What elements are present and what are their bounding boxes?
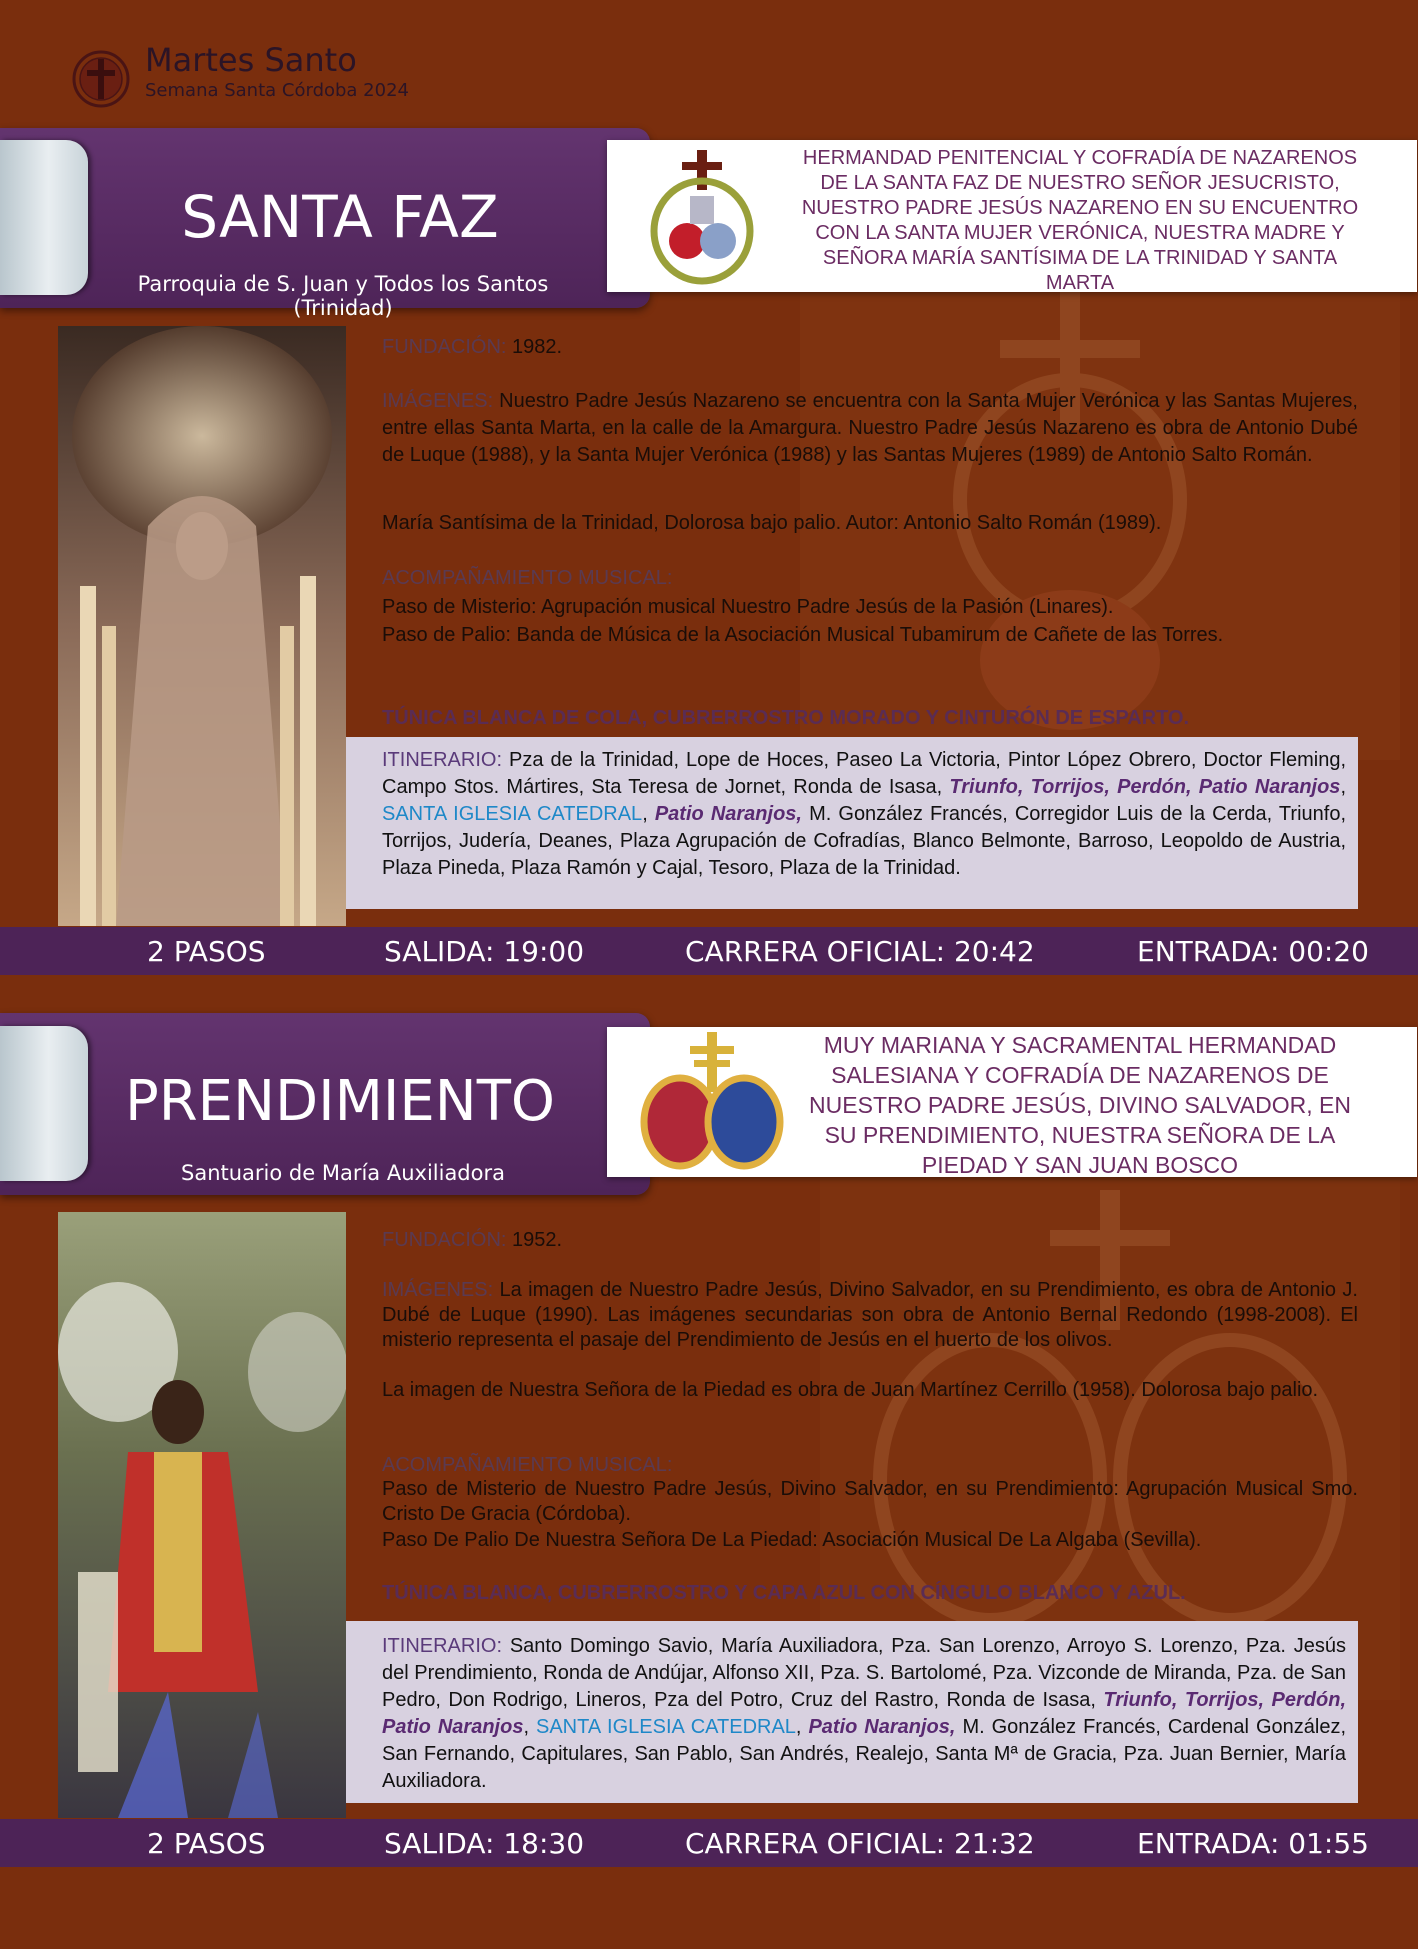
info-imagenes-2: La imagen de Nuestra Señora de la Piedad es obra de Juan Martínez Cerrillo (1958). Dolorosa bajo palio. xyxy=(382,1379,1319,1401)
fundacion-value: 1982. xyxy=(512,336,563,358)
entrada-time: ENTRADA: 01:55 xyxy=(1137,1827,1369,1860)
musica-misterio: Paso de Misterio: Agrupación musical Nuestro Padre Jesús de la Pasión (Linares). xyxy=(382,596,1114,618)
musica-label: ACOMPAÑAMIENTO MUSICAL: xyxy=(382,567,673,589)
long-name: MUY MARIANA Y SACRAMENTAL HERMANDAD SALESIANA Y COFRADÍA DE NAZARENOS DE NUESTRO PADRE JESÚS, DIVINO SALVADOR, EN SU PRENDIMIENTO, NUESTRA SEÑORA DE LA PIEDAD Y SAN JUAN BOSCO xyxy=(809,1032,1351,1178)
brotherhood-name: PRENDIMIENTO xyxy=(125,1069,555,1134)
info-fundacion xyxy=(382,334,1358,361)
cathedral-link: SANTA IGLESIA CATEDRAL xyxy=(535,1716,796,1738)
cathedral-link: SANTA IGLESIA CATEDRAL xyxy=(382,803,643,825)
info-fundacion xyxy=(382,1227,1358,1254)
church-name: Santuario de María Auxiliadora xyxy=(181,1161,505,1185)
cross-logo-icon xyxy=(72,50,130,108)
pasos-count: 2 PASOS xyxy=(147,1827,266,1860)
info-imagenes-2: María Santísima de la Trinidad, Dolorosa bajo palio. Autor: Antonio Salto Román (1989). xyxy=(382,512,1162,534)
carrera-oficial-time: CARRERA OFICIAL: 20:42 xyxy=(685,935,1035,968)
itinerary-text: ITINERARIO: Pza de la Trinidad, Lope de Hoces, Paseo La Victoria, Pintor López Obrero, Doctor Fleming, Campo Stos. Mártires, Sta Teresa de Jornet, Ronda de Isasa, Triunfo, Torrijos, Perdón, Patio Naranjos, SANTA IGLESIA CATEDRAL, Patio Naranjos, M. González Francés, Corregidor Luis de la Cerda, Triunfo, Torrijos, Judería, Deanes, Plaza Agrupación de Cofradías, Blanco Belmonte, Barroso, Leopoldo de Austria, Plaza Pineda, Plaza Ramón y Cajal, Tesoro, Plaza de la Trinidad. xyxy=(382,749,1346,879)
info-imagenes xyxy=(382,388,1358,469)
itinerary-label: ITINERARIO: xyxy=(382,1635,503,1657)
imagenes-text: Nuestro Padre Jesús Nazareno se encuentra con la Santa Mujer Verónica y las Santas Mujeres, entre ellas Santa Marta, en la calle de la Amargura. Nuestro Padre Jesús Nazareno es obra de Antonio Dubé de Luque (1988), y la Santa Mujer Verónica (1988) y las Santas Mujeres (1989) de Antonio Salto Román. xyxy=(382,390,1358,466)
itinerary-box xyxy=(346,1621,1358,1803)
pasos-count: 2 PASOS xyxy=(147,935,266,968)
tunica-text: TÚNICA BLANCA DE COLA, CUBRERROSTRO MORADO Y CINTURÓN DE ESPARTO. xyxy=(382,707,1190,729)
fundacion-value: 1952. xyxy=(512,1229,563,1251)
info-imagenes xyxy=(382,1278,1358,1353)
carrera-oficial-time: CARRERA OFICIAL: 21:32 xyxy=(685,1827,1035,1860)
itinerary-box xyxy=(346,737,1358,909)
musica-label: ACOMPAÑAMIENTO MUSICAL: xyxy=(382,1454,673,1476)
imagenes-label: IMÁGENES: xyxy=(382,1279,494,1301)
virgin-photo xyxy=(58,326,346,926)
musica-palio: Paso de Palio: Banda de Música de la Asociación Musical Tubamirum de Cañete de las Torres. xyxy=(382,624,1224,646)
imagenes-label: IMÁGENES: xyxy=(382,390,494,412)
tunica-text: TÚNICA BLANCA, CUBRERROSTRO Y CAPA AZUL CON CÍNGULO BLANCO Y AZUL. xyxy=(382,1582,1186,1604)
salida-time: SALIDA: 18:30 xyxy=(384,1827,585,1860)
itinerary-text: ITINERARIO: Santo Domingo Savio, María Auxiliadora, Pza. San Lorenzo, Arroyo S. Lorenzo, Pza. Jesús del Prendimiento, Ronda de Andújar, Alfonso XII, Pza. S. Bartolomé, Pza. Vizconde de Miranda, Pza. de San Pedro, Don Rodrigo, Lineros, Pza del Potro, Cruz del Rastro, Ronda de Isasa, Triunfo, Torrijos, Perdón, Patio Naranjos, SANTA IGLESIA CATEDRAL, Patio Naranjos, M. González Francés, Cardenal González, San Fernando, Capitulares, San Pablo, San Andrés, Realejo, Santa Mª de Gracia, Pza. Juan Bernier, María Auxiliadora. xyxy=(382,1635,1347,1792)
musica-palio: Paso De Palio De Nuestra Señora De La Piedad: Asociación Musical De La Algaba (Sevilla). xyxy=(382,1529,1202,1551)
salida-time: SALIDA: 19:00 xyxy=(384,935,585,968)
schedule-bar xyxy=(0,1819,1418,1867)
musica-misterio: Paso de Misterio de Nuestro Padre Jesús, Divino Salvador, en su Prendimiento: Agrupación Musical Smo. Cristo De Gracia (Córdoba). xyxy=(382,1478,1358,1525)
brotherhood-shield-icon xyxy=(632,1030,792,1178)
page-title: Martes Santo xyxy=(145,41,357,79)
fundacion-label: FUNDACIÓN: xyxy=(382,1229,507,1251)
brotherhood-name: SANTA FAZ xyxy=(181,183,499,251)
schedule-bar xyxy=(0,927,1418,975)
prendimiento-photo xyxy=(58,1212,346,1818)
itinerary-label: ITINERARIO: xyxy=(382,749,503,771)
brotherhood-shield-icon xyxy=(642,146,762,286)
long-name: HERMANDAD PENITENCIAL Y COFRADÍA DE NAZARENOS DE LA SANTA FAZ DE NUESTRO SEÑOR JESUCRISTO, NUESTRO PADRE JESÚS NAZARENO EN SU ENCUENTRO CON LA SANTA MUJER VERÓNICA, NUESTRA MADRE Y SEÑORA MARÍA SANTÍSIMA DE LA TRINIDAD Y SANTA MARTA xyxy=(801,147,1359,294)
church-name: Parroquia de S. Juan y Todos los Santos (Trinidad) xyxy=(137,272,549,320)
fundacion-label: FUNDACIÓN: xyxy=(382,336,507,358)
band-cap xyxy=(0,140,88,295)
entrada-time: ENTRADA: 00:20 xyxy=(1137,935,1369,968)
imagenes-text: La imagen de Nuestro Padre Jesús, Divino Salvador, en su Prendimiento, es obra de Antonio J. Dubé de Luque (1990). Las imágenes secundarias son obra de Antonio Bernal Redondo (1998-2008). El misterio representa el pasaje del Prendimiento de Jesús en el huerto de los olivos. xyxy=(382,1279,1358,1351)
band-cap xyxy=(0,1026,88,1181)
page-subtitle: Semana Santa Córdoba 2024 xyxy=(145,80,409,101)
